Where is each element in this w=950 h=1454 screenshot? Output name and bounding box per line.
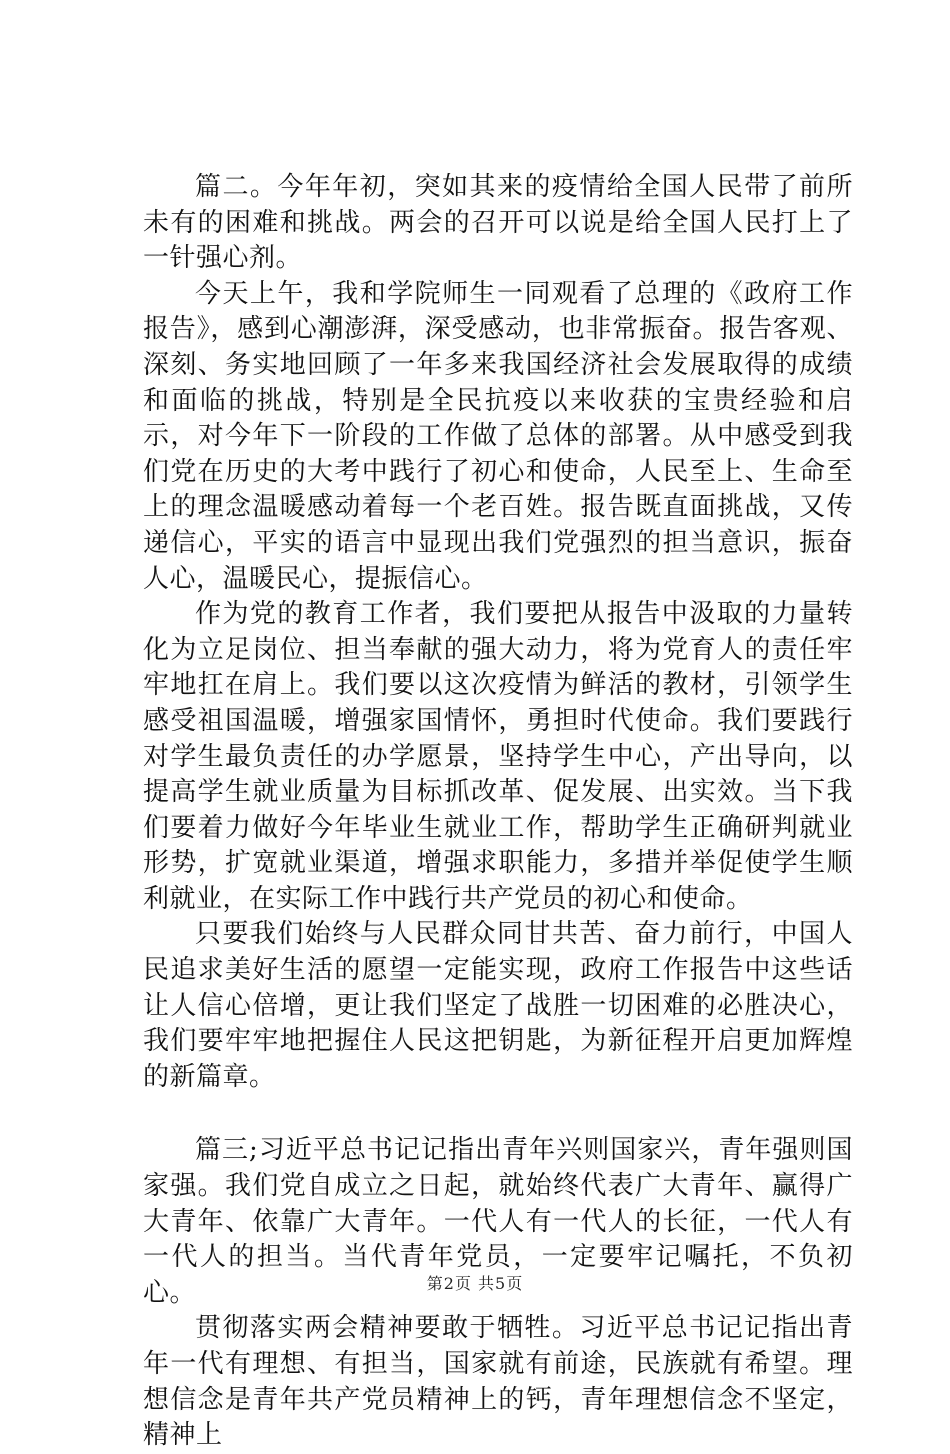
section-two-paragraph-report: 今天上午，我和学院师生一同观看了总理的《政府工作报告》，感到心潮澎湃，深受感动，也非常振奋。报告客观、深刻、务实地回顾了一年多来我国经济社会发展取得的成绩和面临的挑战，特别是全民抗疫以来收获的宝贵经验和启示，对今年下一阶段的工作做了总体的部署。从中感受到我们党在历史的大考中践行了初心和使命，人民至上、生命至上的理念温暖感动着每一个老百姓。报告既直面挑战，又传递信心，平实的语言中显现出我们党强烈的担当意识，振奋人心，温暖民心，提振信心。 [143,278,853,594]
section-two-intro: 篇二。今年年初，突如其来的疫情给全国人民带了前所未有的困难和挑战。两会的召开可以说是给全国人民打上了一针强心剂。 [143,172,853,274]
page-number-footer: 第2页 共5页 [426,1274,524,1293]
section-three-intro: 篇三;习近平总书记记指出青年兴则国家兴，青年强则国家强。我们党自成立之日起，就始终代表广大青年、赢得广大青年、依靠广大青年。一代人有一代人的长征，一代人有一代人的担当。当代青年党员，一定要牢记嘱托，不负初心。 [143,1135,853,1308]
section-two-paragraph-conclusion: 只要我们始终与人民群众同甘共苦、奋力前行，中国人民追求美好生活的愿望一定能实现，政府工作报告中这些话让人信心倍增，更让我们坚定了战胜一切困难的必胜决心，我们要牢牢地把握住人民这把钥匙，为新征程开启更加辉煌的新篇章。 [143,919,853,1092]
section-divider-space [143,1095,853,1133]
document-body [143,170,853,1454]
section-two-paragraph-education: 作为党的教育工作者，我们要把从报告中汲取的力量转化为立足岗位、担当奉献的强大动力，将为党育人的责任牢牢地扛在肩上。我们要以这次疫情为鲜活的教材，引领学生感受祖国温暖，增强家国情怀，勇担时代使命。我们要践行对学生最负责任的办学愿景，坚持学生中心，产出导向，以提高学生就业质量为目标抓改革、促发展、出实效。当下我们要着力做好今年毕业生就业工作，帮助学生正确研判就业形势，扩宽就业渠道，增强求职能力，多措并举促使学生顺利就业，在实际工作中践行共产党员的初心和使命。 [143,599,853,914]
section-three-paragraph-sacrifice: 贯彻落实两会精神要敢于牺牲。习近平总书记记指出青年一代有理想、有担当，国家就有前途，民族就有希望。理想信念是青年共产党员精神上的钙，青年理想信念不坚定，精神上 [143,1313,853,1451]
